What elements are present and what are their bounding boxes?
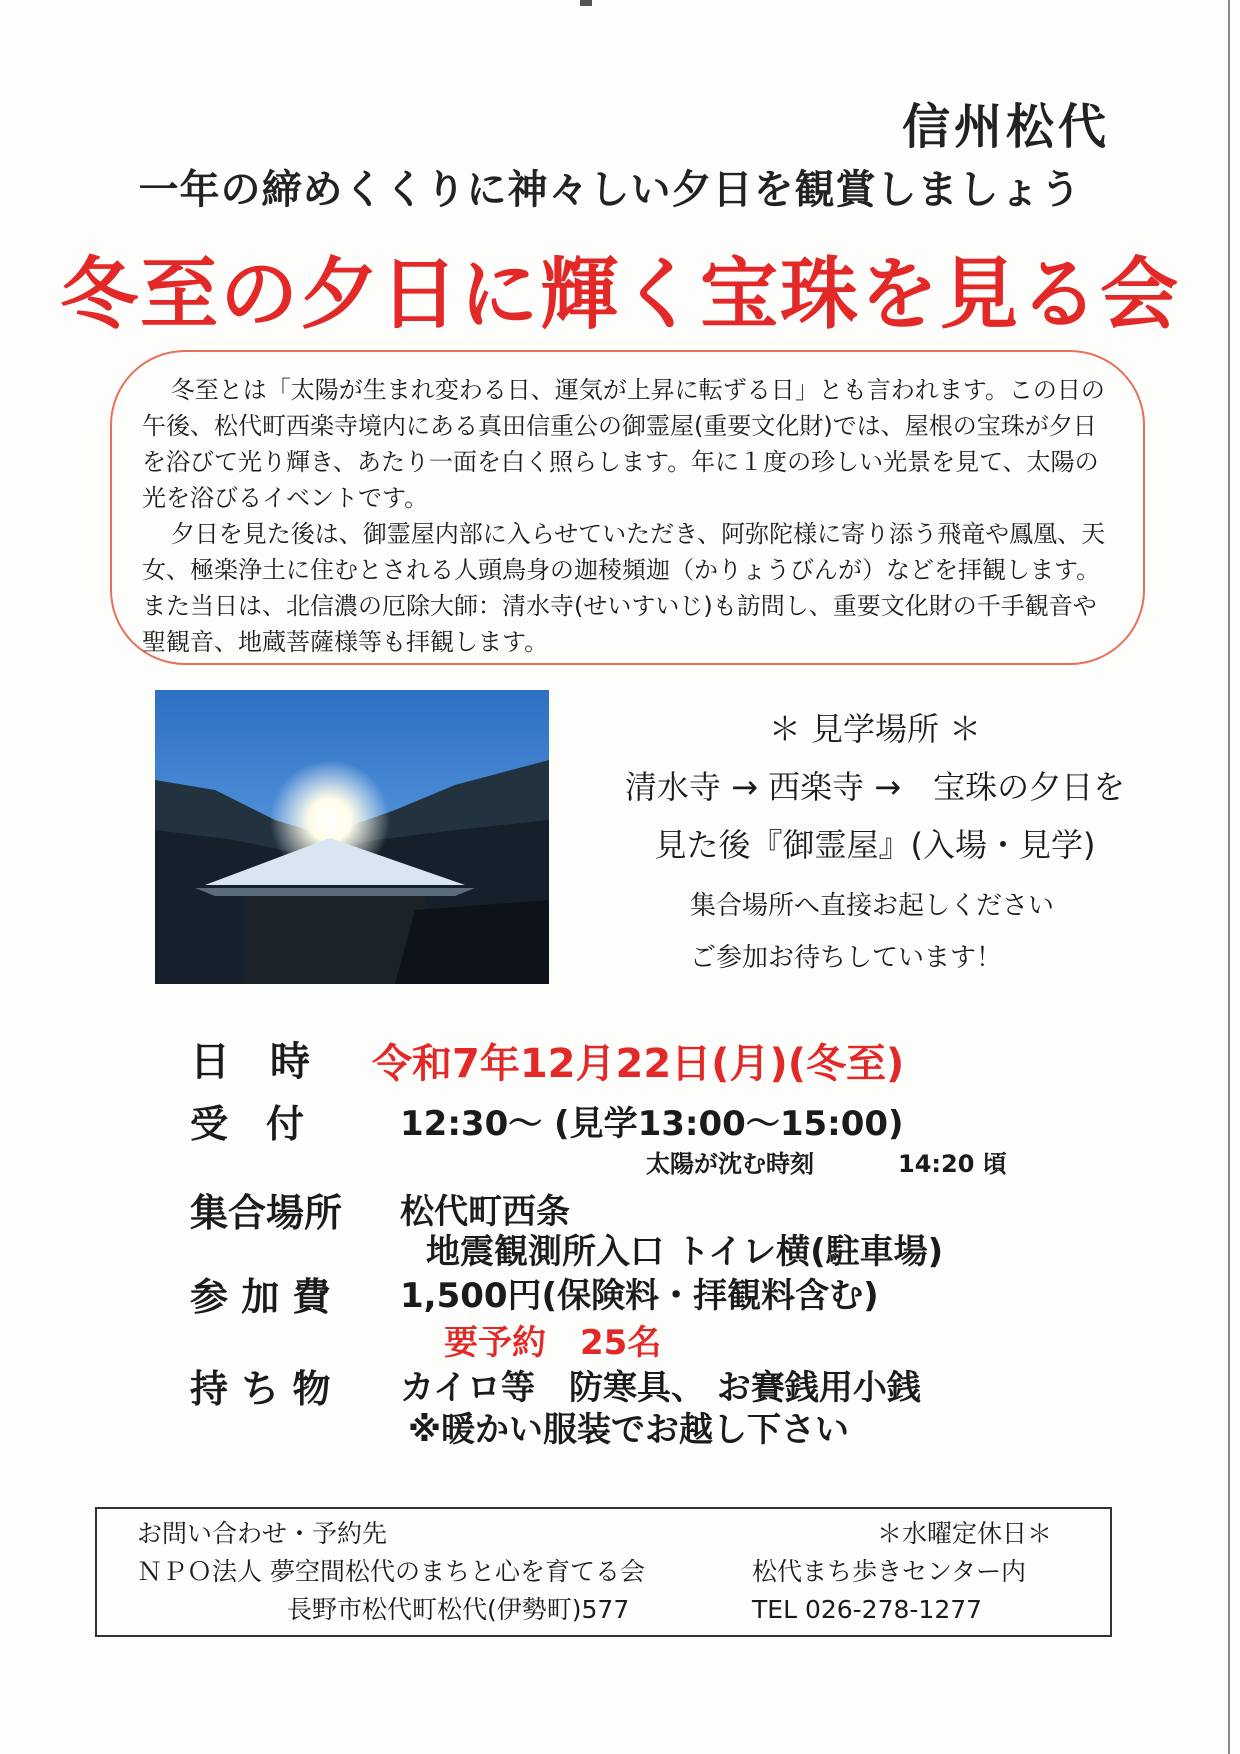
center-name: 松代まち歩きセンター内 [752,1557,1027,1586]
closed-day: ＊水曜定休日＊ [877,1519,1053,1548]
contact-box [95,1507,1112,1637]
visit-places-heading: ＊ 見学場所 ＊ [768,710,982,748]
date-label: 日 時 [190,1039,310,1085]
intro-paragraph-2: 夕日を見た後は、御霊屋内部に入らせていただき、阿弥陀様に寄り添う飛竜や鳳凰、天女、極楽浄土に住むとされる人頭鳥身の迦稜頻迦（かりょうびんが）などを拝観します。また当日は、北信濃の厄除大師：清水寺(せいすいじ)も訪問し、重要文化財の千手観音や聖観音、地蔵菩薩様等も拝観します。 [142,520,1106,656]
belongings-label: 持 ち 物 [190,1367,331,1411]
subtitle: 一年の締めくくりに神々しい夕日を観賞しましょう [138,166,1082,213]
date-value: 令和7年12月22日(月)(冬至) [372,1041,905,1087]
contact-heading: お問い合わせ・予約先 [137,1519,388,1548]
reception-value: 12:30～ (見学13:00～15:00) [400,1104,904,1144]
reception-label: 受 付 [190,1102,305,1146]
visit-route-line-1: 清水寺 → 西楽寺 → 宝珠の夕日を [624,768,1126,806]
meeting-place-label: 集合場所 [190,1191,343,1235]
visit-places [560,700,1190,874]
visit-route-line-2: 見た後『御霊屋』(入場・見学) [654,826,1096,864]
reservation-note: 要予約 25名 [444,1323,662,1363]
intro-box [110,350,1145,665]
clothing-note: ※暖かい服装でお越し下さい [408,1410,850,1450]
belongings-value: カイロ等 防寒具、 お賽銭用小銭 [400,1368,921,1408]
meeting-place-value-1: 松代町西条 [400,1192,570,1232]
sunset-photo [155,690,549,984]
meeting-note-2: ご参加お待ちしています！ [690,943,1003,973]
organization-name: ＮＰＯ法人 夢空間松代のまちと心を育てる会 [137,1557,645,1586]
event-title: 冬至の夕日に輝く宝珠を見る会 [59,250,1180,340]
fee-label: 参 加 費 [190,1275,331,1319]
meeting-notes [690,880,1054,984]
scan-mark [580,0,592,6]
meeting-note-1: 集合場所へ直接お起しください [690,891,1055,921]
fee-value: 1,500円(保険料・拝観料含む) [400,1276,879,1316]
brand-label: 信州松代 [901,99,1110,155]
sunset-photo-graphic [155,690,549,984]
sunset-time-label: 太陽が沈む時刻 [646,1150,814,1178]
intro-paragraph-1: 冬至とは「太陽が生まれ変わる日、運気が上昇に転ずる日」とも言われます。この日の午後、松代町西楽寺境内にある真田信重公の御霊屋(重要文化財)では、屋根の宝珠が夕日を浴びて光り輝き、あたり一面を白く照らします。年に１度の珍しい光景を見て、太陽の光を浴びるイベントです。 [142,376,1105,512]
meeting-place-value-2: 地震観測所入口 トイレ横(駐車場) [426,1232,944,1272]
contact-phone: TEL 026-278-1277 [752,1595,983,1624]
sunset-time-value: 14:20 頃 [898,1150,1007,1178]
contact-address: 長野市松代町松代(伊勢町)577 [287,1595,630,1624]
